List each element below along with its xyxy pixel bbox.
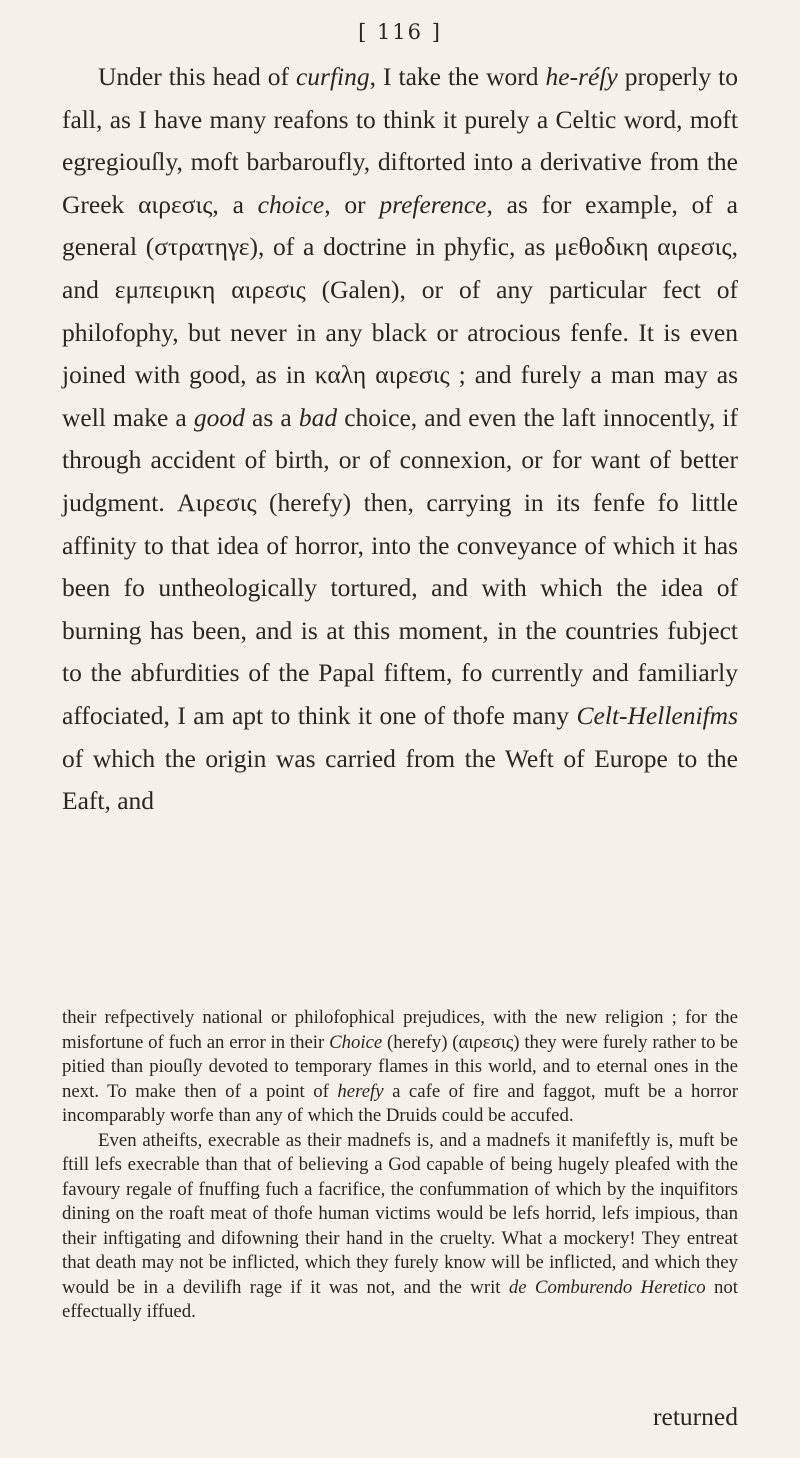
text-run: their refpectively national or philofophical prejudices, with the new religion ; for the misfortune of fuch an error in their bbox=[62, 1007, 738, 1053]
body-paragraph bbox=[62, 56, 738, 823]
italic-run: de Comburendo Heretico bbox=[508, 1276, 706, 1298]
text-run: (herefy) (αιρεσις) they were furely rather to be pitied than piouſly devoted to temporary flames in this world, and to eternal ones in the next. To make then of a point of bbox=[62, 1031, 739, 1102]
italic-run: bad bbox=[298, 402, 338, 432]
footnote-paragraph bbox=[62, 1129, 738, 1325]
text-run: of which the origin was carried from the Weft of Europe to the Eaft, and bbox=[62, 743, 738, 816]
main-text bbox=[62, 56, 738, 823]
text-run: as a bbox=[244, 402, 299, 432]
italic-run: good bbox=[193, 402, 245, 432]
text-run: , a bbox=[212, 189, 258, 219]
italic-run: he-réſy bbox=[545, 62, 618, 91]
text-run: , I take the word bbox=[369, 62, 546, 91]
text-run: Even atheifts, execrable as their madnefs is, and a madnefs it manifeftly is, muft be ftill lefs execrable than that of believing a God capable of being hugely pleafed with the favoury regale of fnuffing fuch a facrifice, the confummation of which by the inquifitors dining on the roaft meat of thofe human victims would be lefs horrid, lefs impious, than their inftigating and difowning their hand in the cruelty. What a mockery! They entreat that death may not be inflicted, which they furely know will be inflicted, and which they would be in a devilifh rage if it was not, and the writ bbox=[62, 1129, 738, 1298]
greek-run: αιρεσις bbox=[138, 189, 213, 219]
text-run: , or bbox=[324, 189, 380, 219]
footnote bbox=[62, 1006, 738, 1325]
italic-run: preference bbox=[379, 189, 487, 219]
catchword: returned bbox=[653, 1402, 738, 1431]
text-run: Under this head of bbox=[98, 62, 296, 91]
italic-run: herefy bbox=[337, 1080, 384, 1102]
text-run: , as for example, of a general (στρατηγε), of a doctrine in phyfic, as μεθοδικη αιρεσις, and εμπειρικη αιρεσις (Galen), or of any particular fect of philofophy, but never in any black or atrocious fenfe. It is even joined with good, as in καλη αιρεσις ; and furely a man may as well make a bbox=[62, 189, 738, 432]
italic-run: Choice bbox=[329, 1031, 383, 1053]
text-run: a cafe of fire and faggot, muft be a horror incomparably worfe than any of which the Druids could be accufed. bbox=[62, 1080, 738, 1126]
text-run: choice, and even the laft innocently, if through accident of birth, or of connexion, or for want of better judgment. Αιρεσις (herefy) then, carrying in its fenfe fo little affinity to that idea of horror, into the conveyance of which it has been fo untheologically tortured, and with which the idea of burning has been, and is at this moment, in the countries fubject to the abfurdities of the Papal fiftem, fo currently and familiarly affociated, I am apt to think it one of thofe many bbox=[62, 402, 738, 730]
text-run: not effectually iffued. bbox=[62, 1276, 738, 1322]
italic-run: Celt-Hellenifms bbox=[576, 700, 738, 730]
italic-run: curfing bbox=[295, 62, 370, 91]
italic-run: choice bbox=[257, 189, 325, 219]
footnote-paragraph bbox=[62, 1006, 738, 1129]
text-run: properly to fall, as I have many reafons to think it purely a Celtic word, moft egregiouſly, moft barbaroufly, diftorted into a derivative from the Greek bbox=[62, 62, 738, 219]
page-number: [ 116 ] bbox=[358, 20, 442, 44]
